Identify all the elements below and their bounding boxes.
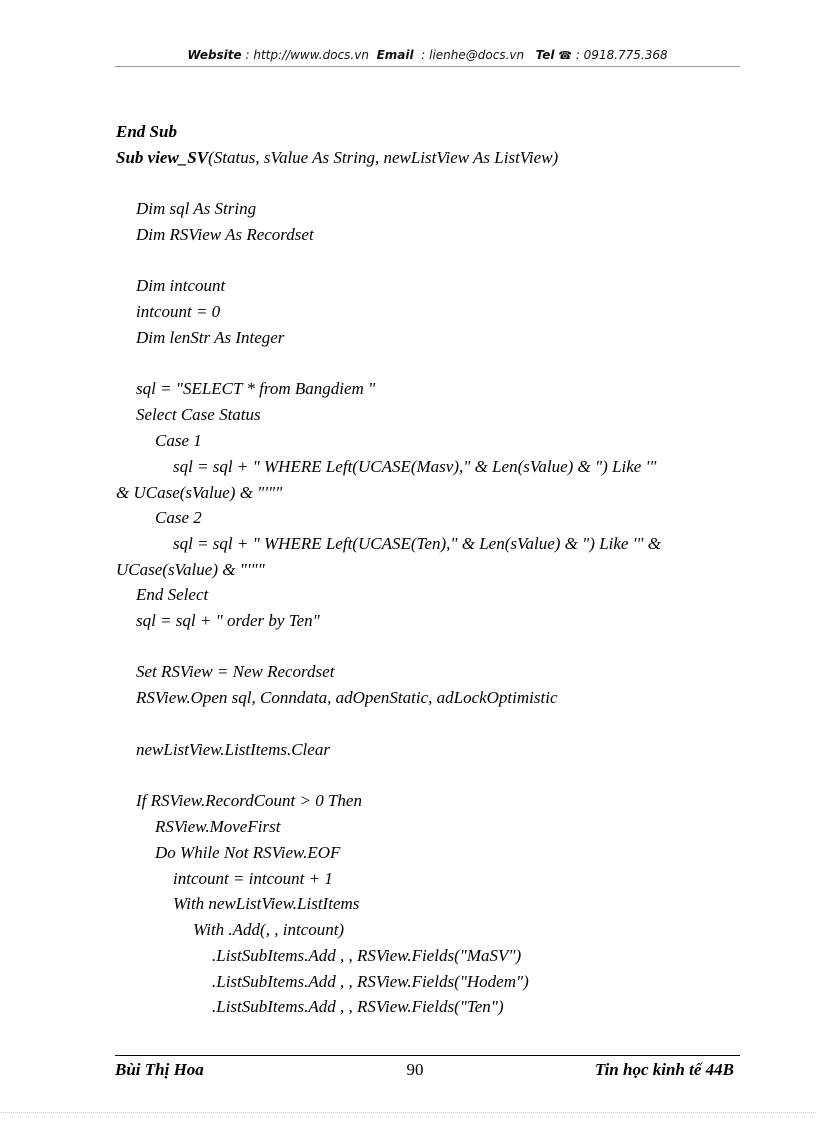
website-label: Website <box>187 48 242 62</box>
code-line: RSView.MoveFirst <box>155 817 281 836</box>
code-line: .ListSubItems.Add , , RSView.Fields("Ten") <box>212 997 504 1016</box>
code-line: intcount = intcount + 1 <box>173 869 333 888</box>
code-line: .ListSubItems.Add , , RSView.Fields("Hodem") <box>212 972 529 991</box>
email-value: : lienhe@docs.vn <box>421 48 525 62</box>
code-line: End Select <box>136 585 209 604</box>
email-label: Email <box>376 48 414 62</box>
code-line: sql = sql + " order by Ten" <box>136 611 320 630</box>
code-line: Select Case Status <box>136 405 261 424</box>
tel-label: Tel <box>535 48 555 62</box>
code-line: Dim lenStr As Integer <box>136 328 285 347</box>
code-line: Do While Not RSView.EOF <box>155 843 341 862</box>
code-line: intcount = 0 <box>136 302 221 321</box>
header-divider <box>115 66 740 67</box>
code-line: sql = sql + " WHERE Left(UCASE(Ten)," & Len(sValue) & ") Like '" & <box>173 534 661 553</box>
footer-course: Tin học kinh tế 44B <box>594 1060 734 1079</box>
footer-divider <box>115 1055 740 1056</box>
page-number: 90 <box>406 1060 424 1079</box>
code-line: .ListSubItems.Add , , RSView.Fields("MaSV") <box>212 946 522 965</box>
code-line: sql = sql + " WHERE Left(UCASE(Masv)," & Len(sValue) & ") Like '" <box>173 457 657 476</box>
code-line: End Sub <box>116 122 177 141</box>
code-line: UCase(sValue) & "'"" <box>116 560 265 579</box>
code-line: With .Add(, , intcount) <box>193 920 345 939</box>
page-header <box>115 48 740 62</box>
code-line: Sub view_SV(Status, sValue As String, newListView As ListView) <box>116 148 559 167</box>
page-edge-dotted-line <box>0 1112 816 1113</box>
code-line: Case 1 <box>155 431 202 450</box>
code-line: With newListView.ListItems <box>173 894 360 913</box>
footer-author: Bùi Thị Hoa <box>115 1060 204 1079</box>
code-line: Case 2 <box>155 508 202 527</box>
code-line: RSView.Open sql, Conndata, adOpenStatic, adLockOptimistic <box>136 688 558 707</box>
code-line: & UCase(sValue) & "'"" <box>116 483 283 502</box>
code-line: If RSView.RecordCount > 0 Then <box>136 791 362 810</box>
telephone-icon: ☎ <box>558 49 572 62</box>
code-line: newListView.ListItems.Clear <box>136 740 330 759</box>
code-line: sql = "SELECT * from Bangdiem " <box>136 379 376 398</box>
code-line: Dim intcount <box>136 276 226 295</box>
website-value: : http://www.docs.vn <box>245 48 369 62</box>
code-line: Set RSView = New Recordset <box>136 662 335 681</box>
code-line: Dim sql As String <box>136 199 257 218</box>
tel-value: : 0918.775.368 <box>575 48 668 62</box>
code-line: Dim RSView As Recordset <box>136 225 314 244</box>
